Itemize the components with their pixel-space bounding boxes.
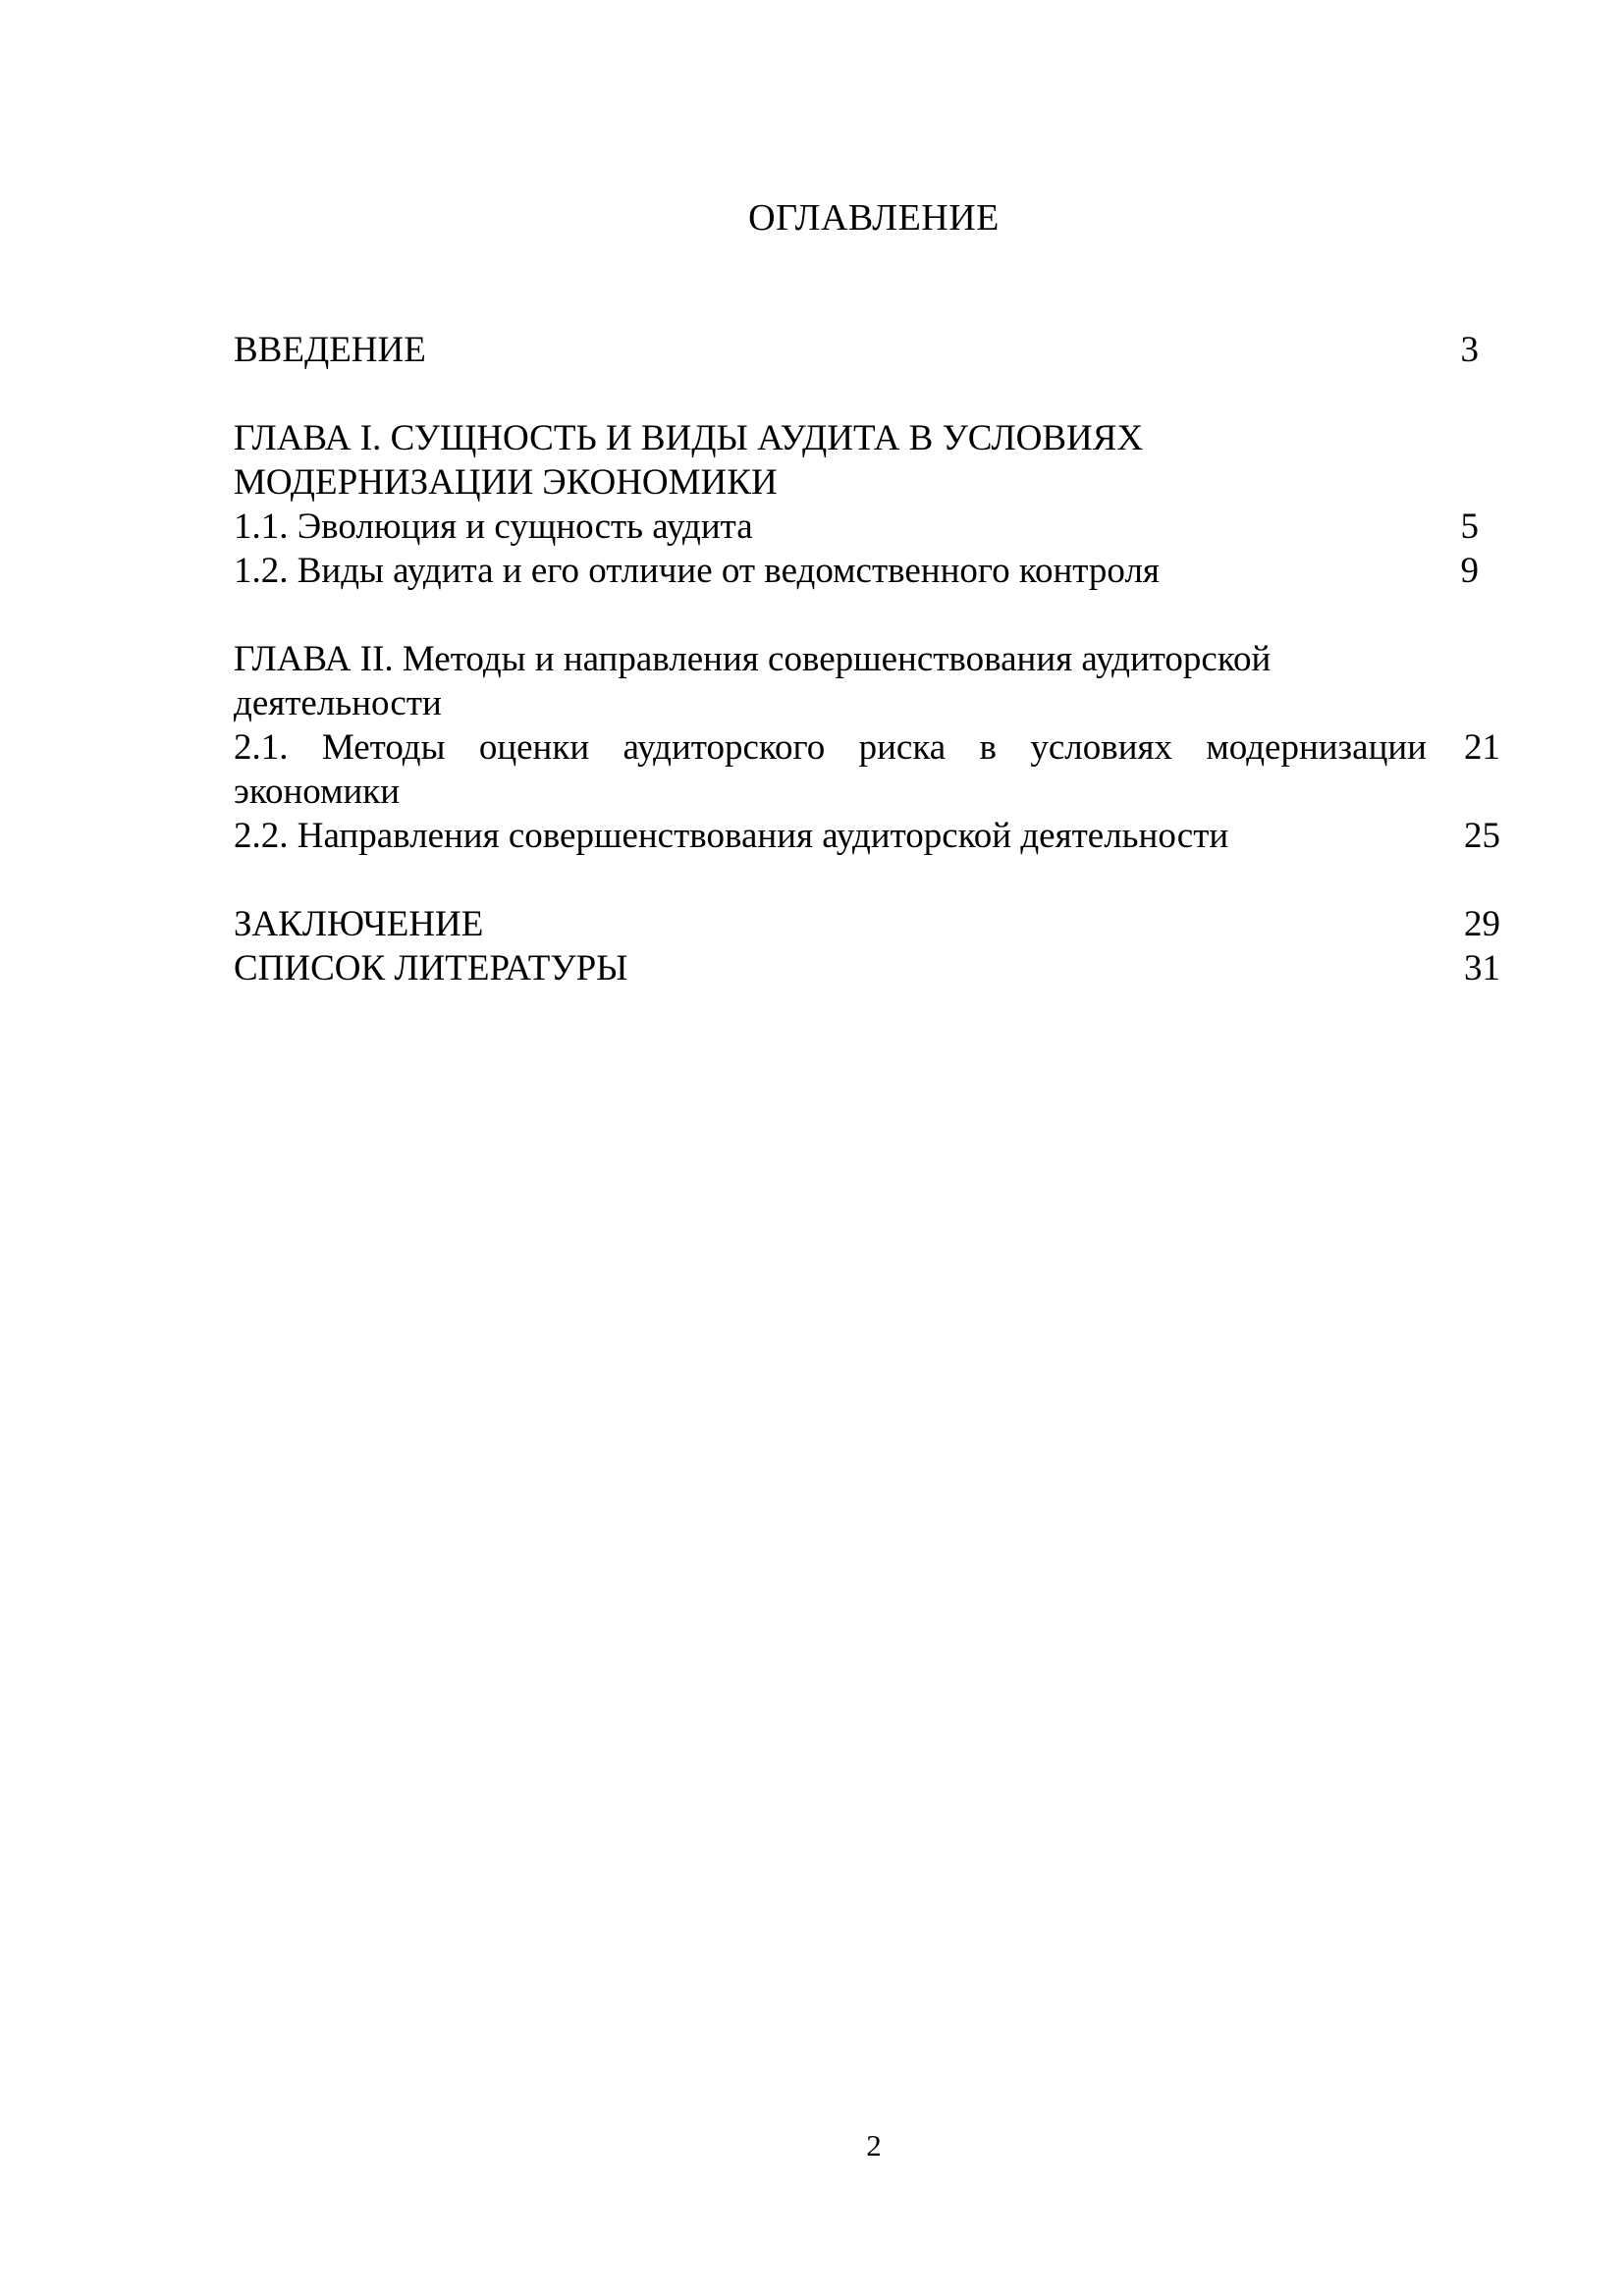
toc-entry-page: 31 bbox=[1464, 948, 1500, 988]
toc-entry-title: СПИСОК ЛИТЕРАТУРЫ bbox=[234, 948, 628, 988]
toc-entry-title: 1.2. Виды аудита и его отличие от ведомственного контроля bbox=[234, 551, 1160, 591]
toc-entry-title: 2.2. Направления совершенствования аудиторской деятельности bbox=[234, 816, 1229, 856]
page-title: ОГЛАВЛЕНИЕ bbox=[748, 197, 1000, 239]
toc-entry-page: 9 bbox=[1460, 551, 1479, 591]
toc-entry-chapter-2[interactable] bbox=[234, 637, 1500, 725]
spacer bbox=[234, 593, 1500, 637]
toc-entry-section-2-2[interactable] bbox=[234, 814, 1500, 858]
toc-entry-page: 5 bbox=[1460, 507, 1479, 547]
toc-entry-references[interactable] bbox=[234, 946, 1500, 990]
toc-entry-chapter-1[interactable] bbox=[234, 416, 1500, 505]
toc-entry-page: 21 bbox=[1464, 727, 1500, 768]
toc-entry-page: 29 bbox=[1464, 904, 1500, 944]
toc-entry-title: ГЛАВА II. Методы и направления совершенствования аудиторской деятельности bbox=[234, 639, 1272, 723]
toc-entry-section-1-2[interactable] bbox=[234, 549, 1500, 593]
toc-entry-page: 25 bbox=[1464, 816, 1500, 856]
toc-entry-title: 2.1. Методы оценки аудиторского риска в условиях модернизации экономики bbox=[234, 727, 1427, 812]
toc-entry-introduction[interactable] bbox=[234, 328, 1500, 372]
toc-entry-section-1-1[interactable] bbox=[234, 505, 1500, 549]
spacer bbox=[234, 372, 1500, 416]
toc-entry-title: ВВЕДЕНИЕ bbox=[234, 330, 426, 370]
spacer bbox=[234, 858, 1500, 902]
toc-entry-conclusion[interactable] bbox=[234, 902, 1500, 946]
toc-entry-page: 3 bbox=[1460, 330, 1479, 370]
toc-entry-title: ЗАКЛЮЧЕНИЕ bbox=[234, 904, 484, 944]
toc-entry-title: ГЛАВА I. СУЩНОСТЬ И ВИДЫ АУДИТА В УСЛОВИЯХ МОДЕРНИЗАЦИИ ЭКОНОМИКИ bbox=[234, 418, 1144, 503]
toc-entry-title: 1.1. Эволюция и сущность аудита bbox=[234, 507, 753, 547]
table-of-contents bbox=[234, 328, 1500, 990]
toc-entry-section-2-1[interactable] bbox=[234, 725, 1500, 814]
page-number: 2 bbox=[866, 2128, 882, 2163]
